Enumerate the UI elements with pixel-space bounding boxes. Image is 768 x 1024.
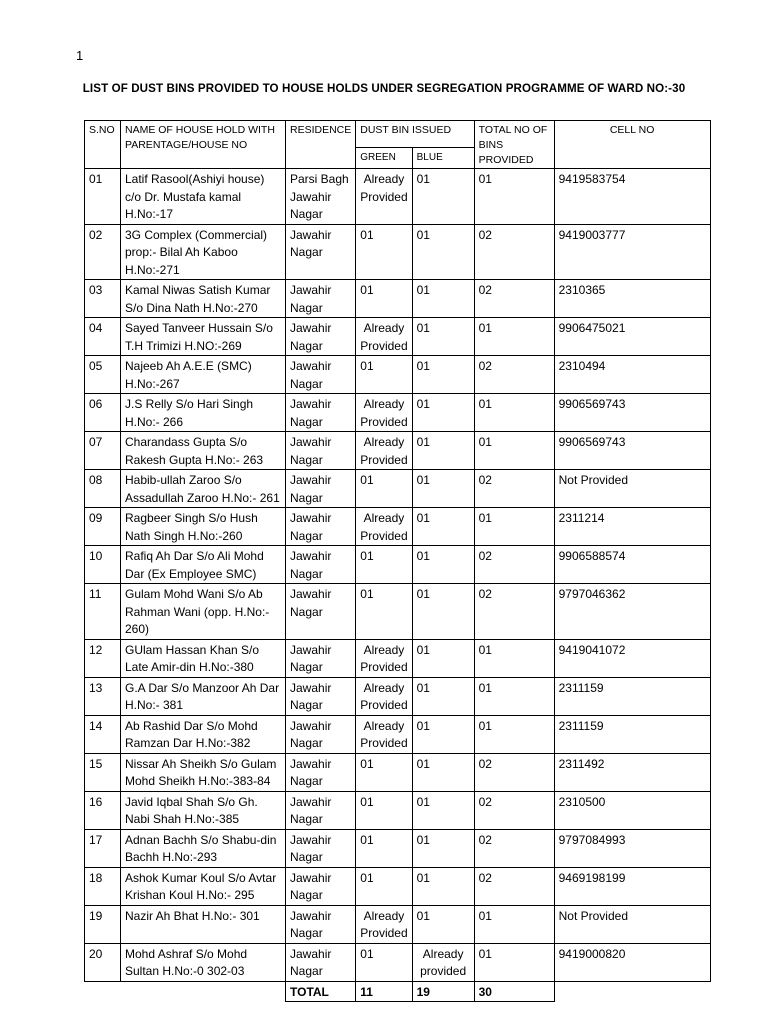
cell-blue: 01: [412, 905, 474, 943]
table-row: [85, 318, 711, 356]
header-sno: S.NO: [85, 121, 121, 169]
cell-green: Already Provided: [356, 318, 412, 356]
cell-residence: Jawahir Nagar: [286, 753, 356, 791]
cell-green: 01: [356, 470, 412, 508]
cell-blue: 01: [412, 867, 474, 905]
cell-total: 02: [474, 791, 554, 829]
cell-blue: 01: [412, 280, 474, 318]
cell-total: 01: [474, 394, 554, 432]
cell-total: 01: [474, 508, 554, 546]
cell-name: Najeeb Ah A.E.E (SMC) H.No:-267: [121, 356, 286, 394]
cell-total: 02: [474, 867, 554, 905]
totals-label: TOTAL: [286, 981, 356, 1002]
cell-phone: 2310494: [554, 356, 710, 394]
cell-blue: 01: [412, 508, 474, 546]
table-row: [85, 867, 711, 905]
cell-blue: Already provided: [412, 943, 474, 981]
cell-name: Charandass Gupta S/o Rakesh Gupta H.No:- 263: [121, 432, 286, 470]
cell-residence: Jawahir Nagar: [286, 867, 356, 905]
page-number: 1: [76, 48, 84, 63]
document-title: LIST OF DUST BINS PROVIDED TO HOUSE HOLDS UNDER SEGREGATION PROGRAMME OF WARD NO:-30: [82, 82, 686, 95]
cell-residence: Jawahir Nagar: [286, 943, 356, 981]
cell-residence: Jawahir Nagar: [286, 546, 356, 584]
cell-total: 01: [474, 677, 554, 715]
cell-total: 02: [474, 470, 554, 508]
table-row: [85, 791, 711, 829]
cell-residence: Jawahir Nagar: [286, 280, 356, 318]
header-cell: CELL NO: [554, 121, 710, 169]
cell-name: Nazir Ah Bhat H.No:- 301: [121, 905, 286, 943]
cell-name: Ragbeer Singh S/o Hush Nath Singh H.No:-260: [121, 508, 286, 546]
cell-name: Rafiq Ah Dar S/o Ali Mohd Dar (Ex Employee SMC): [121, 546, 286, 584]
cell-phone: 2310500: [554, 791, 710, 829]
cell-residence: Jawahir Nagar: [286, 791, 356, 829]
cell-green: 01: [356, 753, 412, 791]
cell-residence: Jawahir Nagar: [286, 470, 356, 508]
cell-green: 01: [356, 584, 412, 640]
table-row: [85, 508, 711, 546]
totals-spacer: [121, 981, 286, 1002]
cell-blue: 01: [412, 224, 474, 280]
table-row: [85, 829, 711, 867]
cell-total: 02: [474, 753, 554, 791]
table-row: [85, 432, 711, 470]
cell-name: Habib-ullah Zaroo S/o Assadullah Zaroo H.No:- 261: [121, 470, 286, 508]
cell-name: GUlam Hassan Khan S/o Late Amir-din H.No:-380: [121, 639, 286, 677]
cell-sno: 14: [85, 715, 121, 753]
cell-sno: 05: [85, 356, 121, 394]
table-row: [85, 905, 711, 943]
cell-name: Ab Rashid Dar S/o Mohd Ramzan Dar H.No:-382: [121, 715, 286, 753]
table-row: [85, 943, 711, 981]
cell-green: 01: [356, 829, 412, 867]
cell-green: Already Provided: [356, 905, 412, 943]
cell-phone: 9906569743: [554, 394, 710, 432]
cell-green: Already Provided: [356, 169, 412, 225]
cell-sno: 09: [85, 508, 121, 546]
cell-name: G.A Dar S/o Manzoor Ah Dar H.No:- 381: [121, 677, 286, 715]
cell-blue: 01: [412, 356, 474, 394]
cell-sno: 04: [85, 318, 121, 356]
cell-blue: 01: [412, 546, 474, 584]
cell-name: Ashok Kumar Koul S/o Avtar Krishan Koul H.No:- 295: [121, 867, 286, 905]
table-row: [85, 169, 711, 225]
cell-blue: 01: [412, 829, 474, 867]
cell-sno: 16: [85, 791, 121, 829]
cell-total: 01: [474, 169, 554, 225]
cell-blue: 01: [412, 677, 474, 715]
cell-sno: 20: [85, 943, 121, 981]
table-row: [85, 715, 711, 753]
table-row: [85, 356, 711, 394]
cell-phone: 2311214: [554, 508, 710, 546]
cell-green: 01: [356, 280, 412, 318]
cell-sno: 12: [85, 639, 121, 677]
cell-phone: 9469198199: [554, 867, 710, 905]
table-row: [85, 224, 711, 280]
header-name: NAME OF HOUSE HOLD WITH PARENTAGE/HOUSE NO: [121, 121, 286, 169]
table-row: [85, 677, 711, 715]
cell-phone: 9419583754: [554, 169, 710, 225]
cell-total: 02: [474, 224, 554, 280]
dust-bin-table: [84, 120, 711, 1002]
cell-blue: 01: [412, 584, 474, 640]
cell-phone: 9906569743: [554, 432, 710, 470]
cell-green: 01: [356, 791, 412, 829]
cell-sno: 02: [85, 224, 121, 280]
cell-residence: Jawahir Nagar: [286, 677, 356, 715]
cell-green: Already Provided: [356, 639, 412, 677]
cell-sno: 13: [85, 677, 121, 715]
cell-sno: 01: [85, 169, 121, 225]
cell-total: 01: [474, 943, 554, 981]
cell-name: 3G Complex (Commercial) prop:- Bilal Ah Kaboo H.No:-271: [121, 224, 286, 280]
cell-residence: Jawahir Nagar: [286, 829, 356, 867]
cell-total: 01: [474, 318, 554, 356]
cell-phone: 9419003777: [554, 224, 710, 280]
cell-blue: 01: [412, 432, 474, 470]
cell-residence: Parsi Bagh Jawahir Nagar: [286, 169, 356, 225]
header-total: TOTAL NO OF BINS PROVIDED: [474, 121, 554, 169]
cell-phone: 9797084993: [554, 829, 710, 867]
cell-phone: 2310365: [554, 280, 710, 318]
table-body: [85, 169, 711, 982]
cell-residence: Jawahir Nagar: [286, 715, 356, 753]
cell-name: J.S Relly S/o Hari Singh H.No:- 266: [121, 394, 286, 432]
header-residence: RESIDENCE: [286, 121, 356, 169]
cell-green: 01: [356, 867, 412, 905]
cell-total: 02: [474, 829, 554, 867]
cell-name: Kamal Niwas Satish Kumar S/o Dina Nath H.No:-270: [121, 280, 286, 318]
table-header: [85, 121, 711, 169]
cell-name: Javid Iqbal Shah S/o Gh. Nabi Shah H.No:-385: [121, 791, 286, 829]
cell-sno: 07: [85, 432, 121, 470]
cell-phone: 9906475021: [554, 318, 710, 356]
header-blue: BLUE: [412, 148, 474, 169]
cell-sno: 11: [85, 584, 121, 640]
cell-phone: Not Provided: [554, 905, 710, 943]
cell-phone: 2311159: [554, 715, 710, 753]
cell-green: Already Provided: [356, 677, 412, 715]
cell-sno: 19: [85, 905, 121, 943]
header-green: GREEN: [356, 148, 412, 169]
cell-residence: Jawahir Nagar: [286, 905, 356, 943]
cell-phone: 9419000820: [554, 943, 710, 981]
cell-sno: 06: [85, 394, 121, 432]
cell-residence: Jawahir Nagar: [286, 584, 356, 640]
cell-green: Already Provided: [356, 432, 412, 470]
table-row: [85, 546, 711, 584]
cell-green: 01: [356, 356, 412, 394]
totals-row: [85, 981, 711, 1002]
cell-sno: 08: [85, 470, 121, 508]
cell-blue: 01: [412, 394, 474, 432]
cell-blue: 01: [412, 318, 474, 356]
cell-phone: 2311492: [554, 753, 710, 791]
cell-name: Nissar Ah Sheikh S/o Gulam Mohd Sheikh H.No:-383-84: [121, 753, 286, 791]
table-row: [85, 470, 711, 508]
cell-total: 01: [474, 432, 554, 470]
cell-name: Gulam Mohd Wani S/o Ab Rahman Wani (opp. H.No:- 260): [121, 584, 286, 640]
cell-total: 01: [474, 905, 554, 943]
cell-blue: 01: [412, 639, 474, 677]
cell-total: 02: [474, 280, 554, 318]
table-row: [85, 280, 711, 318]
cell-green: Already Provided: [356, 715, 412, 753]
cell-name: Mohd Ashraf S/o Mohd Sultan H.No:-0 302-03: [121, 943, 286, 981]
cell-residence: Jawahir Nagar: [286, 356, 356, 394]
cell-total: 02: [474, 584, 554, 640]
cell-blue: 01: [412, 470, 474, 508]
cell-green: Already Provided: [356, 394, 412, 432]
cell-green: Already Provided: [356, 508, 412, 546]
table-row: [85, 584, 711, 640]
totals-spacer: [85, 981, 121, 1002]
cell-phone: 9906588574: [554, 546, 710, 584]
totals-blue: 19: [412, 981, 474, 1002]
cell-phone: 2311159: [554, 677, 710, 715]
cell-phone: 9419041072: [554, 639, 710, 677]
cell-name: Latif Rasool(Ashiyi house) c/o Dr. Mustafa kamal H.No:-17: [121, 169, 286, 225]
totals-total: 30: [474, 981, 554, 1002]
totals-spacer: [554, 981, 710, 1002]
table-row: [85, 639, 711, 677]
cell-sno: 17: [85, 829, 121, 867]
cell-blue: 01: [412, 791, 474, 829]
cell-residence: Jawahir Nagar: [286, 639, 356, 677]
cell-residence: Jawahir Nagar: [286, 318, 356, 356]
cell-total: 01: [474, 639, 554, 677]
cell-phone: Not Provided: [554, 470, 710, 508]
cell-blue: 01: [412, 169, 474, 225]
table-row: [85, 394, 711, 432]
cell-residence: Jawahir Nagar: [286, 432, 356, 470]
cell-name: Sayed Tanveer Hussain S/o T.H Trimizi H.NO:-269: [121, 318, 286, 356]
header-dust-bin-issued: DUST BIN ISSUED: [356, 121, 474, 148]
cell-total: 01: [474, 715, 554, 753]
cell-green: 01: [356, 546, 412, 584]
cell-blue: 01: [412, 715, 474, 753]
cell-sno: 03: [85, 280, 121, 318]
cell-phone: 9797046362: [554, 584, 710, 640]
cell-sno: 15: [85, 753, 121, 791]
cell-blue: 01: [412, 753, 474, 791]
cell-residence: Jawahir Nagar: [286, 224, 356, 280]
cell-residence: Jawahir Nagar: [286, 508, 356, 546]
cell-sno: 10: [85, 546, 121, 584]
cell-green: 01: [356, 224, 412, 280]
cell-residence: Jawahir Nagar: [286, 394, 356, 432]
cell-name: Adnan Bachh S/o Shabu-din Bachh H.No:-293: [121, 829, 286, 867]
cell-sno: 18: [85, 867, 121, 905]
cell-total: 02: [474, 546, 554, 584]
table-row: [85, 753, 711, 791]
cell-green: 01: [356, 943, 412, 981]
totals-green: 11: [356, 981, 412, 1002]
cell-total: 02: [474, 356, 554, 394]
